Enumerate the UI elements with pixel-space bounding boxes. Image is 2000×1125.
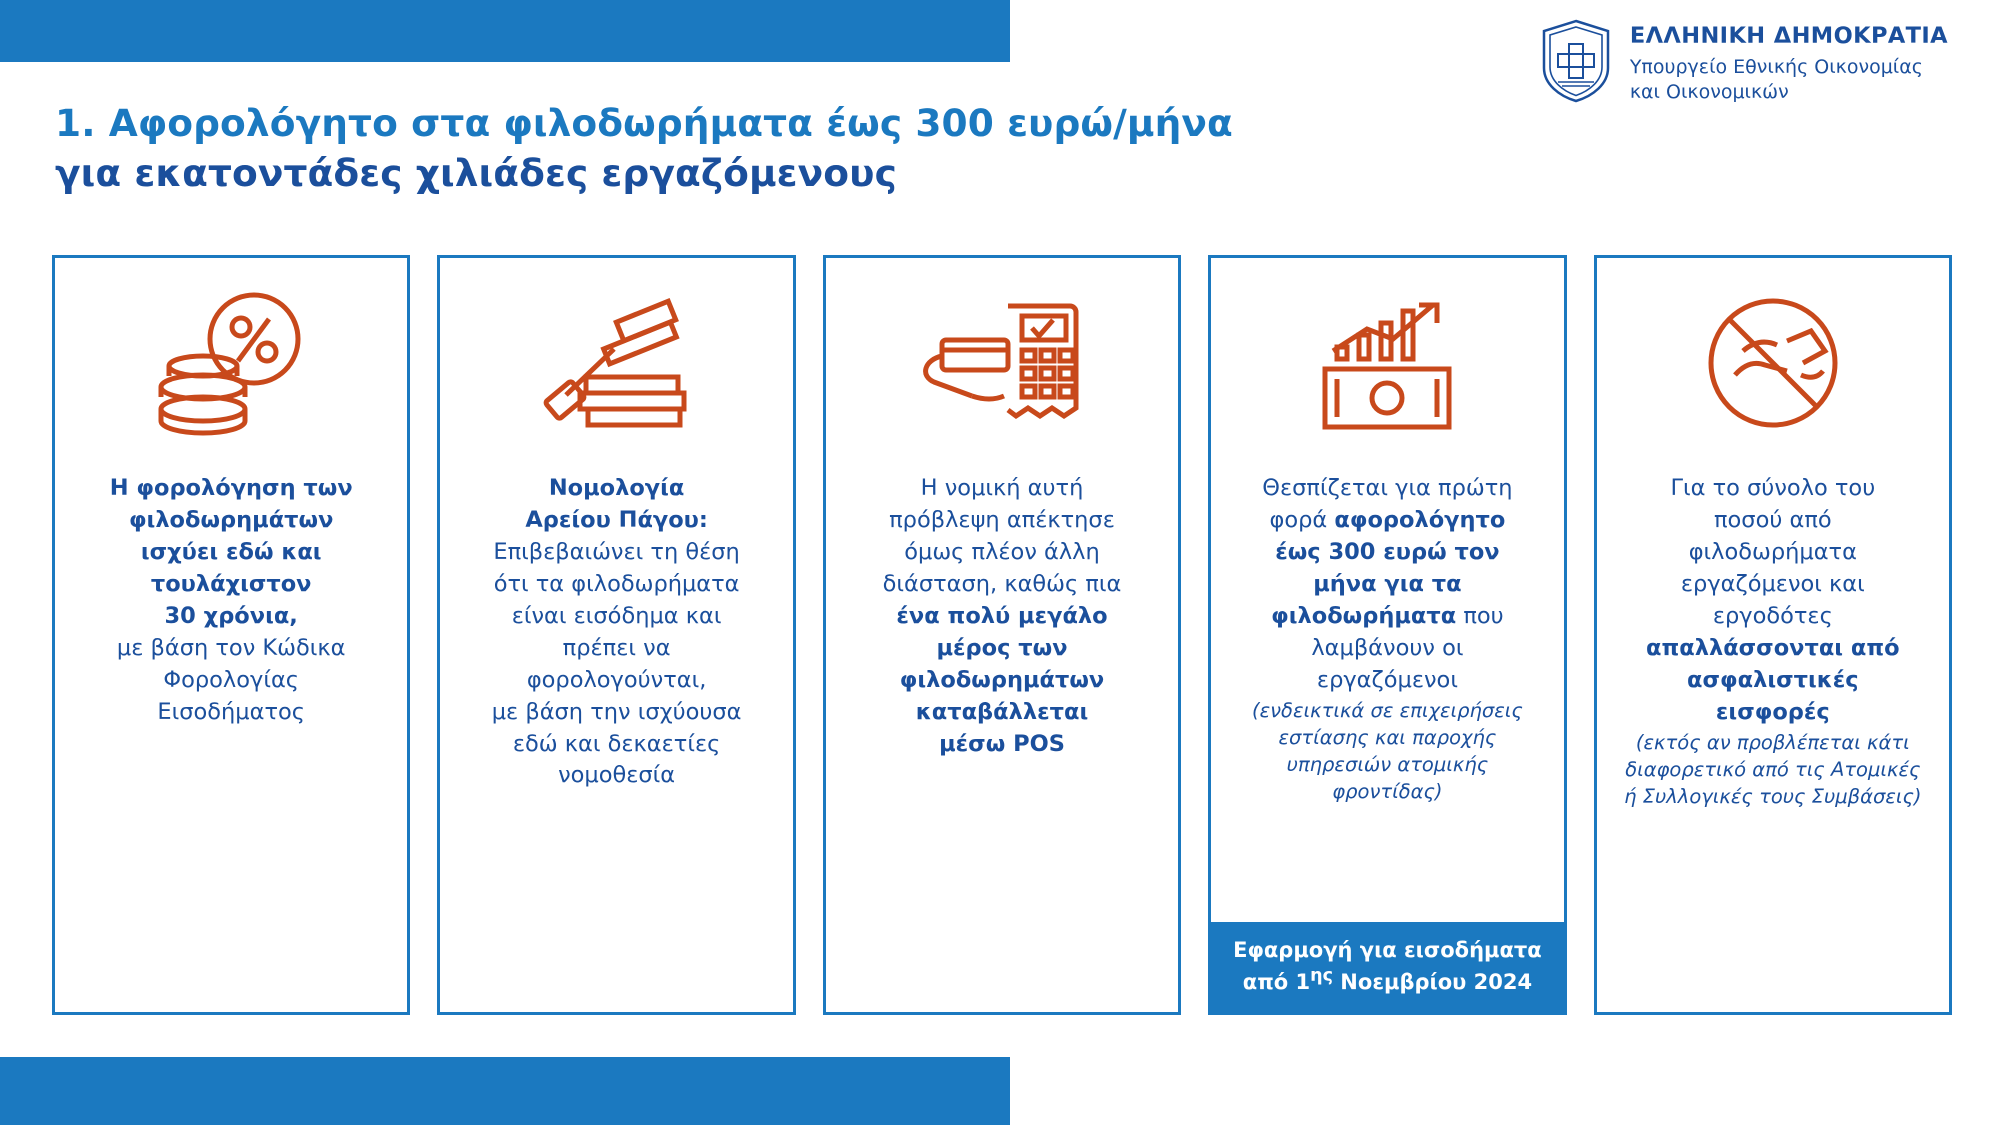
- logo-title: ΕΛΛΗΝΙΚΗ ΔΗΜΟΚΡΑΤΙΑ: [1629, 23, 1948, 49]
- pos-terminal-hand-icon: [826, 258, 1178, 473]
- cards-row: [52, 255, 1952, 1015]
- card-case-law: [437, 255, 795, 1015]
- headline-line-1: 1. Αφορολόγητο στα φιλοδωρήματα έως 300 ευρώ/μήνα: [55, 101, 1233, 145]
- card-5-note: (εκτός αν προβλέπεται κάτι διαφορετικό από τις Ατομικές ή Συλλογικές τους Συμβάσεις): [1624, 730, 1922, 809]
- logo-subtitle: [1630, 55, 1948, 104]
- logo-subtitle-line2: και Οικονομικών: [1629, 80, 1789, 103]
- decorative-bottom-bar: [0, 1057, 1010, 1125]
- ministry-logo: [1538, 18, 1948, 104]
- card-4-footer-band: Εφαρμογή για εισοδήματα από $1^{\eta\varsigma}$ Νοεμβρίου 2024: [1211, 922, 1563, 1012]
- banknote-growth-chart-icon: [1211, 258, 1563, 473]
- card-pos-payments: [823, 255, 1181, 1015]
- card-4-text: Θεσπίζεται για πρώτη φορά αφορολόγητο έως 300 ευρώ τον μήνα για τα φιλοδωρήματα που λαμβάνουν οι εργαζόμενοι (ενδεικτικά σε επιχειρήσεις εστίασης και παροχής υπηρεσιών ατομικής φροντίδας): [1211, 473, 1563, 806]
- card-3-text: Η νομική αυτή πρόβλεψη απέκτησε όμως πλέον άλλη διάσταση, καθώς πια ένα πολύ μεγάλο μέρος των φιλοδωρημάτων καταβάλλεται μέσω POS: [882, 475, 1122, 757]
- percent-coins-icon: [55, 258, 407, 473]
- card-2-text: Νομολογία Αρείου Πάγου: Επιβεβαιώνει τη θέση ότι τα φιλοδωρήματα είναι εισόδημα και πρέπει να φορολογούνται, με βάση την ισχύουσα εδώ και δεκαετίες νομοθεσία: [491, 475, 742, 789]
- card-4-note: (ενδεικτικά σε επιχειρήσεις εστίασης και παροχής υπηρεσιών ατομικής φροντίδας): [1252, 698, 1523, 804]
- greek-republic-emblem-icon: [1538, 18, 1614, 104]
- card-taxation-history: [52, 255, 410, 1015]
- gavel-books-icon: [440, 258, 792, 473]
- card-1-text: Η φορολόγηση των φιλοδωρημάτων ισχύει εδώ και τουλάχιστον 30 χρόνια, με βάση τον Κώδικα Φορολογίας Εισοδήματος: [109, 475, 353, 725]
- card-social-contributions-exemption: [1594, 255, 1952, 1015]
- logo-subtitle-line1: Υπουργείο Εθνικής Οικονομίας: [1629, 55, 1923, 78]
- no-money-handover-icon: [1597, 258, 1949, 473]
- headline-line-2: για εκατοντάδες χιλιάδες εργαζόμενους: [55, 151, 897, 196]
- decorative-top-bar: [0, 0, 1010, 62]
- page-title: [55, 98, 1455, 199]
- card-tax-free-allowance: [1208, 255, 1566, 1015]
- card-5-text: Για το σύνολο του ποσού από φιλοδωρήματα εργαζόμενοι και εργοδότες απαλλάσσονται από ασφαλιστικές εισφορές (εκτός αν προβλέπεται κάτι διαφορετικό από τις Ατομικές ή Συλλογικές τους Συμβάσεις): [1597, 473, 1949, 810]
